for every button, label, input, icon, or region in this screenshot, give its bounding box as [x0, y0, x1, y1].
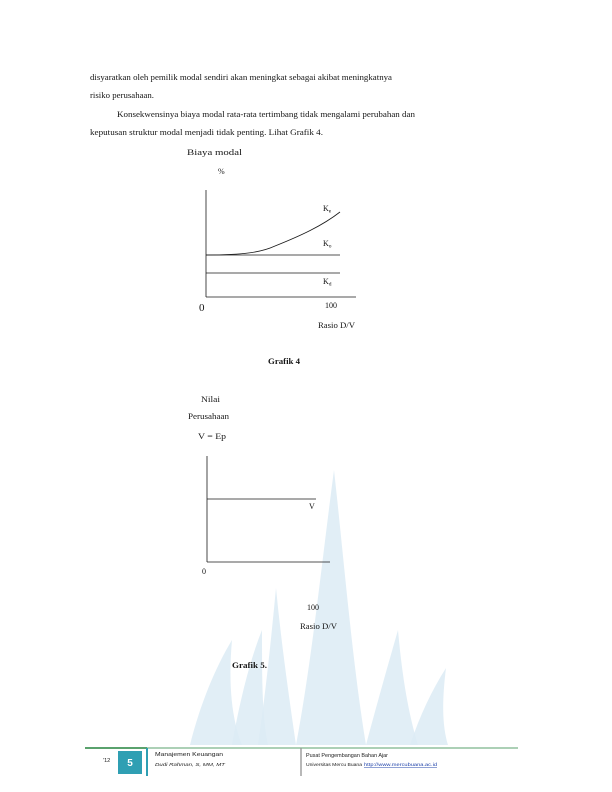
grafik-4-x-tick: 100: [325, 301, 337, 310]
grafik-4-label-ke: [323, 204, 332, 215]
paragraph-2-line-2: keputusan struktur modal menjadi tidak penting. Lihat Grafik 4.: [90, 127, 323, 137]
footer: [85, 748, 518, 776]
footer-university: Universitas Mercu Buana: [306, 763, 360, 768]
grafik-4-y-unit: %: [218, 167, 225, 176]
grafik-5-caption: Grafik 5.: [232, 661, 267, 670]
paragraph-2-line-1: Konsekwensinya biaya modal rata-rata tertimbang tidak mengalami perubahan dan: [117, 109, 416, 119]
watermark-spire-5: [366, 630, 418, 745]
grafik-4-label-kd: [323, 277, 332, 288]
grafik-5-x-label: Rasio D/V: [300, 622, 338, 631]
grafik-4-caption: Grafik 4: [268, 357, 300, 366]
grafik-4-curve-ke: [206, 212, 340, 255]
page-number: 5: [127, 758, 133, 769]
paragraph-1-line-1: disyaratkan oleh pemilik modal sendiri akan meningkat sebagai akibat meningkatnya: [90, 72, 393, 82]
grafik-4-y-label: Biaya modal: [187, 148, 244, 157]
footer-author: Dudi Rahman, S, MM, MT: [155, 763, 211, 768]
grafik-4-origin: 0: [199, 302, 205, 314]
grafik-5-y-label-2: Perusahaan: [188, 412, 229, 421]
watermark-spire-6: [410, 668, 448, 745]
label-sub: d: [328, 281, 332, 288]
label-main: K: [323, 239, 329, 248]
grafik-5-y-label-3: V = Ep: [198, 432, 226, 441]
label-sub: e: [328, 208, 332, 215]
grafik-5: [188, 395, 337, 670]
label-main: K: [323, 277, 329, 286]
grafik-5-y-label-1: Nilai: [201, 395, 221, 404]
label-sub: o: [328, 243, 332, 250]
footer-website-link[interactable]: http://www.mercubuana.ac.id: [364, 763, 426, 768]
footer-center-name: Pusat Pengembangan Bahan Ajar: [306, 753, 389, 759]
paragraph-1-line-2: risiko perusahaan.: [90, 90, 154, 100]
grafik-4-x-label: Rasio D/V: [318, 321, 356, 330]
footer-course-title: Manajemen Keuangan: [155, 752, 223, 758]
grafik-4: [187, 148, 356, 366]
grafik-4-label-ko: [323, 239, 332, 250]
grafik-5-label-v: V: [309, 502, 315, 511]
footer-page-ref: '12: [103, 758, 111, 764]
watermark: [190, 470, 448, 745]
watermark-spire-1: [190, 640, 242, 745]
label-main: K: [323, 204, 329, 213]
grafik-5-x-tick: 100: [307, 603, 319, 612]
grafik-5-origin: 0: [202, 567, 206, 576]
body-text: [90, 72, 416, 137]
